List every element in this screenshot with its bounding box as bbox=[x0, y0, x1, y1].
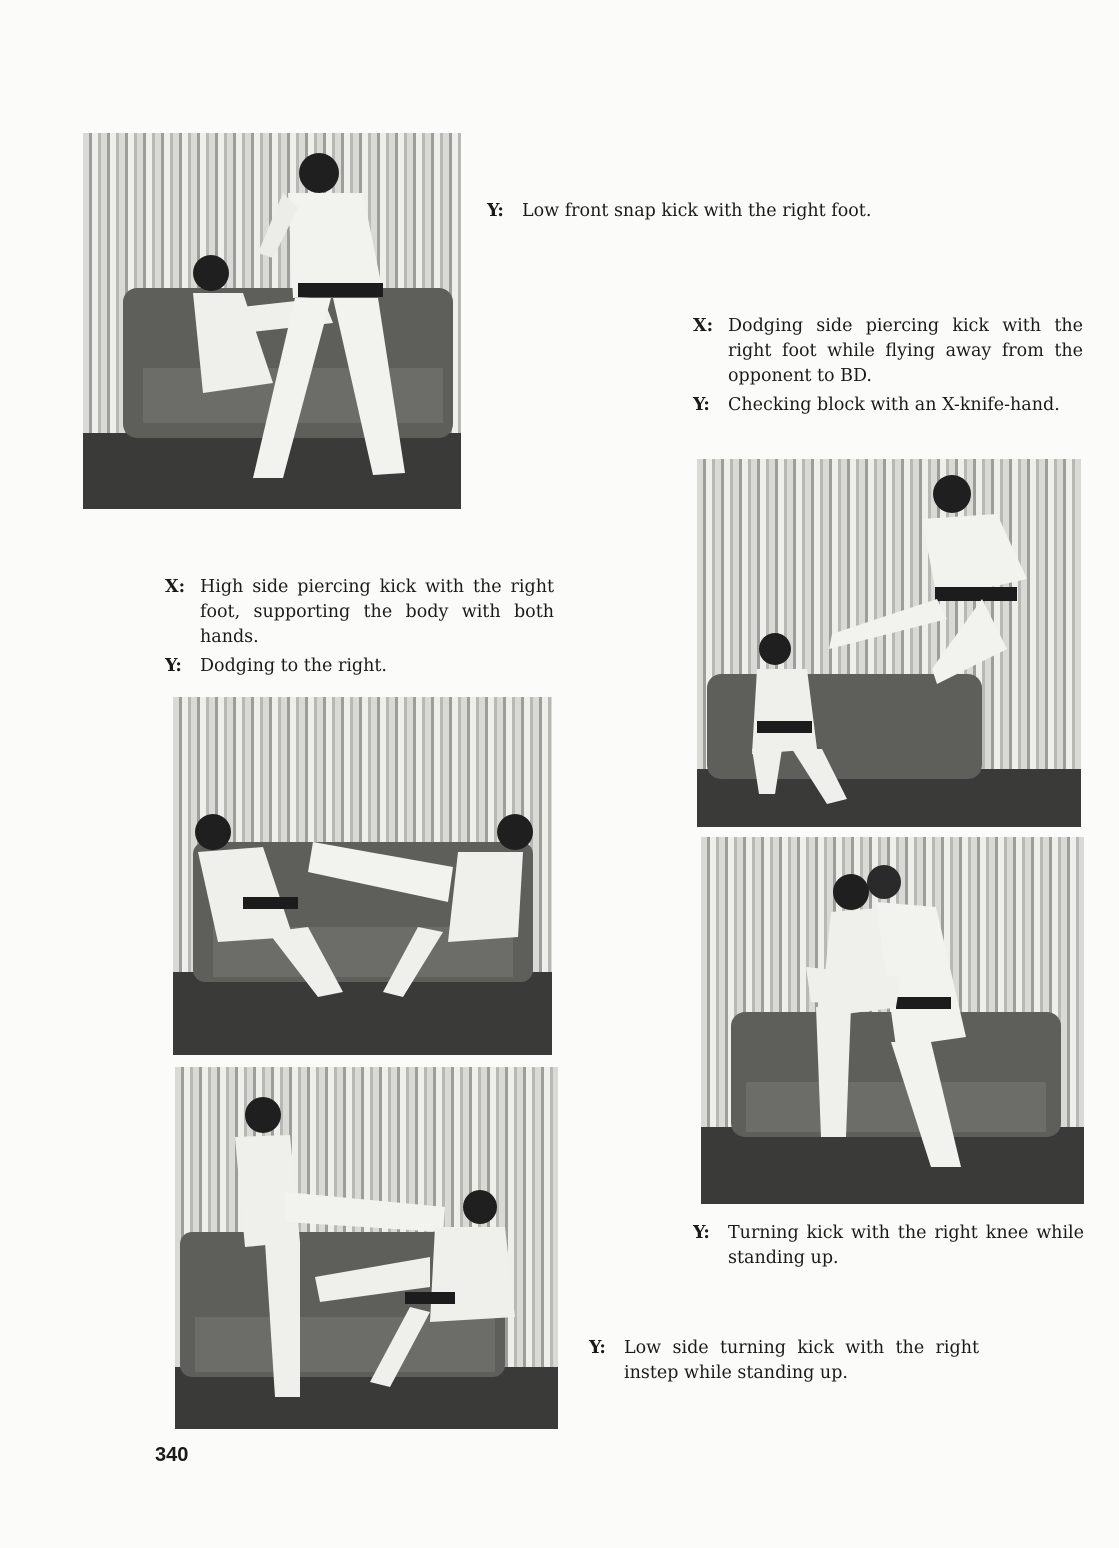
caption-turning-kick-knee bbox=[693, 1221, 1084, 1271]
photo-3-illustration bbox=[173, 697, 552, 1055]
photo-1-illustration bbox=[83, 133, 461, 509]
caption-text: Low side turning kick with the right instep while standing up. bbox=[624, 1338, 979, 1383]
caption-line bbox=[165, 575, 554, 650]
photo-turning-knee-kick bbox=[701, 837, 1084, 1204]
photo-5-illustration bbox=[175, 1067, 558, 1429]
caption-low-side-turning-kick bbox=[589, 1336, 979, 1386]
caption-text: Low front snap kick with the right foot. bbox=[522, 201, 872, 221]
page-number: 340 bbox=[155, 1444, 189, 1466]
photo-high-side-kick bbox=[173, 697, 552, 1055]
photo-flying-side-kick bbox=[697, 459, 1081, 827]
caption-dodging-side-piercing-kick bbox=[693, 314, 1083, 418]
caption-label: X: bbox=[165, 577, 186, 597]
photo-4-illustration bbox=[701, 837, 1084, 1204]
caption-line bbox=[693, 1221, 1084, 1271]
caption-text: Dodging to the right. bbox=[200, 656, 387, 676]
photo-side-turning-kick bbox=[175, 1067, 558, 1429]
caption-label: Y: bbox=[165, 656, 182, 676]
caption-text: Checking block with an X-knife-hand. bbox=[728, 395, 1060, 415]
caption-text: High side piercing kick with the right foot, supporting the body with both hands. bbox=[200, 577, 554, 647]
caption-line bbox=[693, 314, 1083, 389]
photo-2-illustration bbox=[697, 459, 1081, 827]
caption-line bbox=[693, 393, 1083, 418]
caption-label: Y: bbox=[589, 1338, 606, 1358]
caption-line bbox=[487, 199, 887, 224]
caption-line bbox=[589, 1336, 979, 1386]
caption-text: Dodging side piercing kick with the right foot while flying away from the opponent to BD. bbox=[728, 316, 1083, 386]
caption-low-front-snap-kick bbox=[487, 199, 887, 224]
caption-high-side-piercing-kick bbox=[165, 575, 554, 679]
photo-front-snap-kick bbox=[83, 133, 461, 509]
caption-label: Y: bbox=[693, 395, 710, 415]
caption-text: Turning kick with the right knee while standing up. bbox=[728, 1223, 1084, 1268]
caption-line bbox=[165, 654, 554, 679]
caption-label: X: bbox=[693, 316, 714, 336]
caption-label: Y: bbox=[487, 201, 504, 221]
caption-label: Y: bbox=[693, 1223, 710, 1243]
